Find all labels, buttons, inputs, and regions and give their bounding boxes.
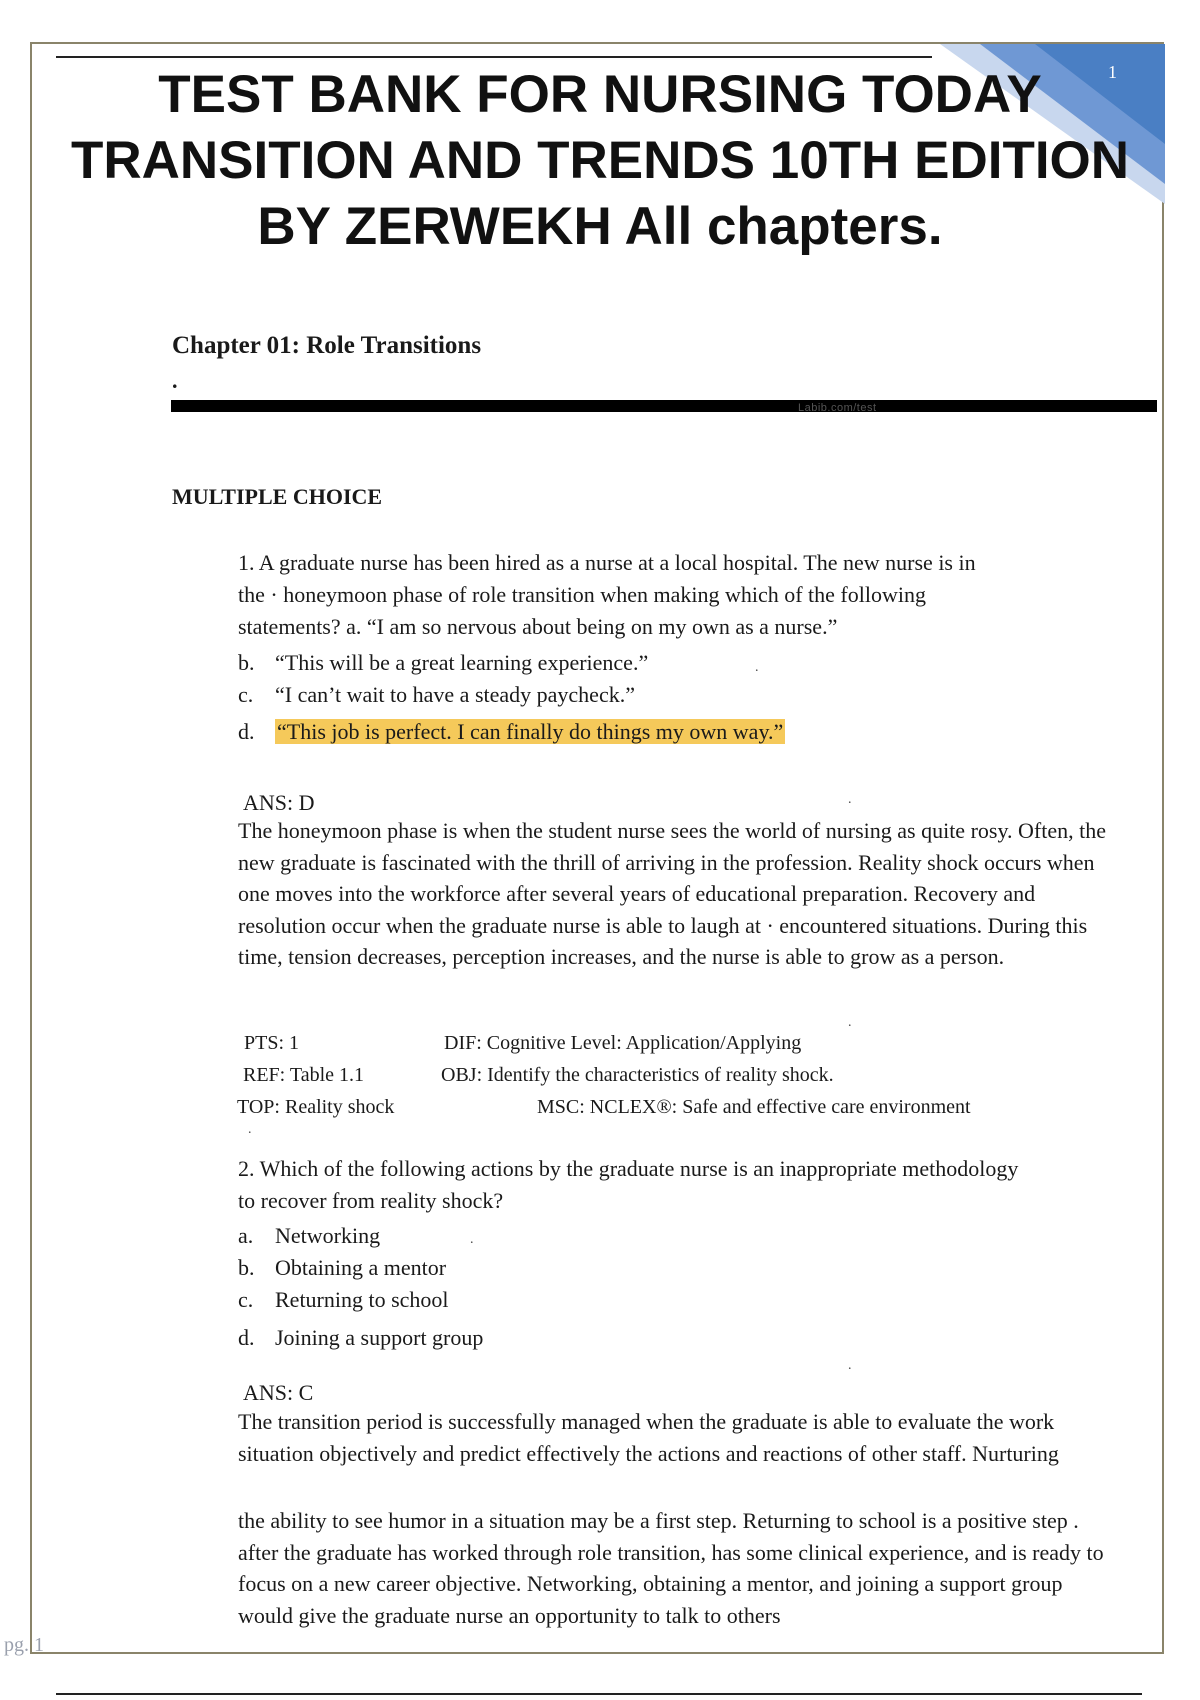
page-number: 1 — [1108, 62, 1117, 82]
title-line: TRANSITION AND TRENDS 10TH EDITION — [70, 131, 1130, 190]
question-1-option-d — [238, 717, 785, 747]
question-1-option-b — [238, 648, 648, 678]
question-2-option-b — [238, 1253, 446, 1283]
question-1-option-c — [238, 680, 635, 710]
option-text: Obtaining a mentor — [275, 1255, 447, 1280]
question-2-option-a — [238, 1221, 380, 1251]
question-2-option-c — [238, 1285, 449, 1315]
question-2-option-d — [238, 1323, 483, 1353]
option-letter: a. — [238, 1223, 254, 1248]
option-text: Joining a support group — [275, 1325, 484, 1350]
meta-ref: REF: Table 1.1 — [243, 1064, 365, 1086]
title-line: TEST BANK FOR NURSING TODAY — [158, 65, 1042, 124]
title-line: BY ZERWEKH All chapters. — [257, 197, 943, 256]
option-letter: d. — [238, 719, 255, 744]
option-letter: c. — [238, 682, 254, 707]
chapter-heading: Chapter 01: Role Transitions — [172, 332, 482, 359]
question-2-answer: ANS: C — [243, 1380, 314, 1405]
footer-rule — [56, 1693, 1142, 1695]
page-label: pg. 1 — [4, 1634, 44, 1656]
option-text: “This will be a great learning experience.” — [275, 650, 649, 675]
option-text: Returning to school — [275, 1287, 449, 1312]
question-2-rationale-part-2: the ability to see humor in a situation may be a first step. Returning to school is a positive step . after the graduate has worked through role transition, has some clinical experience, and is ready to focus on a new career objective. Networking, obtaining a mentor, and joining a support group would give the graduate nurse an opportunity to talk to others — [238, 1508, 1104, 1628]
stem-line: 2. Which of the following actions by the graduate nurse is an inappropriate methodology — [238, 1156, 1019, 1181]
question-2-rationale-part-1: The transition period is successfully managed when the graduate is able to evaluate the work situation objectively and predict effectively the actions and reactions of other staff. Nurturing — [238, 1409, 1059, 1466]
chapter-rule — [171, 400, 1157, 412]
meta-top: TOP: Reality shock — [237, 1096, 395, 1118]
rule-artifact-text: Labib.com/test — [798, 402, 877, 414]
option-letter: b. — [238, 650, 255, 675]
option-letter: d. — [238, 1325, 255, 1350]
question-1-answer: ANS: D — [243, 790, 315, 815]
document-title — [60, 62, 1140, 260]
header-rule — [56, 56, 932, 58]
question-1-stem — [238, 547, 1118, 643]
question-2-stem — [238, 1153, 1118, 1217]
option-letter: b. — [238, 1255, 255, 1280]
stem-line: to recover from reality shock? — [238, 1188, 504, 1213]
meta-obj: OBJ: Identify the characteristics of reality shock. — [441, 1064, 834, 1086]
option-letter: c. — [238, 1287, 254, 1312]
meta-msc: MSC: NCLEX®: Safe and effective care environment — [537, 1096, 971, 1118]
option-text: Networking — [275, 1223, 381, 1248]
question-1-rationale: The honeymoon phase is when the student nurse sees the world of nursing as quite rosy. Often, the new graduate is fascinated with the thrill of arriving in the profession. Reality shock occurs when one moves into the workforce after several years of educational preparation. Recovery and resolution occur when the graduate nurse is able to laugh at · encountered situations. During this time, tension decreases, perception increases, and the nurse is able to grow as a person. — [238, 818, 1107, 969]
meta-pts: PTS: 1 — [244, 1032, 300, 1054]
option-text: “I can’t wait to have a steady paycheck.” — [275, 682, 635, 707]
chapter-dot: . — [172, 368, 178, 393]
highlighted-answer: “This job is perfect. I can finally do things my own way.” — [277, 719, 784, 744]
meta-dif: DIF: Cognitive Level: Application/Applying — [444, 1032, 802, 1054]
stem-line: 1. A graduate nurse has been hired as a nurse at a local hospital. The new nurse is in — [238, 550, 976, 575]
stem-line: statements? a. “I am so nervous about being on my own as a nurse.” — [238, 614, 838, 639]
section-heading: MULTIPLE CHOICE — [172, 484, 383, 509]
stem-line: the · honeymoon phase of role transition when making which of the following — [238, 582, 926, 607]
